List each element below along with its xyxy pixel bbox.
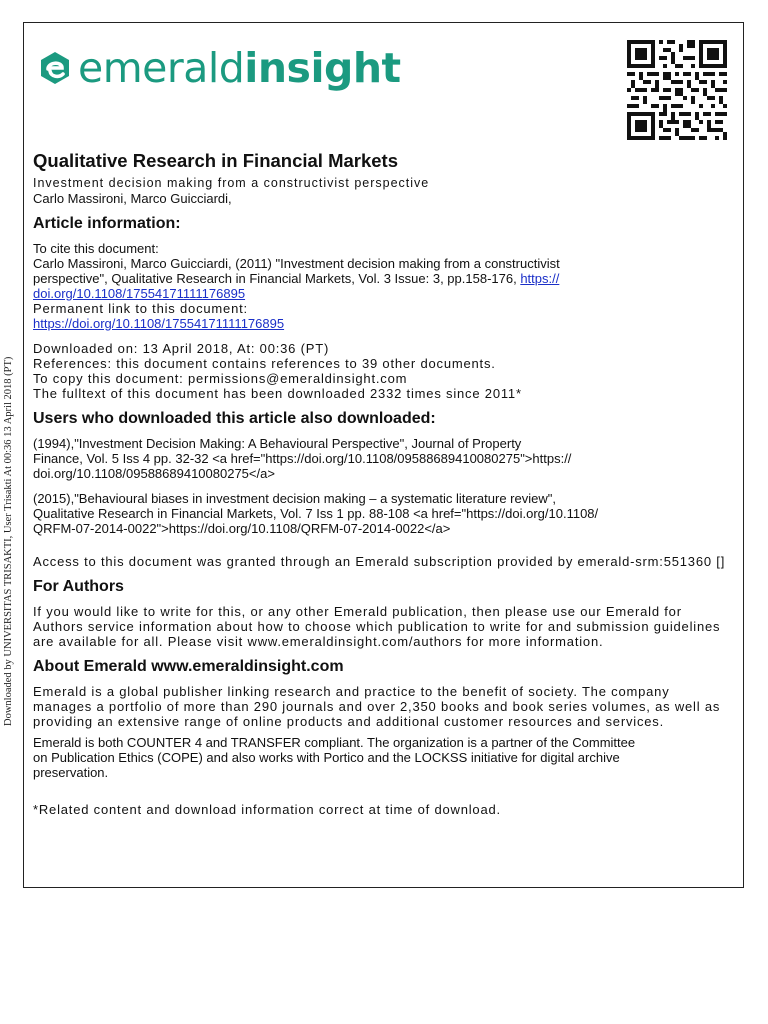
- item-2-line-1: (2015),"Behavioural biases in investment decision making – a systematic literature review",: [33, 491, 556, 506]
- item-1-line-2: Finance, Vol. 5 Iss 4 pp. 32-32 <a href="https://doi.org/10.1108/09588689410080275">https://: [33, 451, 572, 466]
- journal-title: Qualitative Research in Financial Markets: [33, 150, 399, 171]
- about-p1-line-1: Emerald is a global publisher linking research and practice to the benefit of society. The company: [33, 684, 670, 699]
- article-title: Investment decision making from a constructivist perspective: [33, 176, 430, 190]
- about-emerald-heading: About Emerald www.emeraldinsight.com: [33, 658, 344, 675]
- item-2-line-3: QRFM-07-2014-0022">https://doi.org/10.1108/QRFM-07-2014-0022</a>: [33, 521, 451, 536]
- logo-part-insight: insight: [244, 43, 401, 92]
- about-p2-line-3: preservation.: [33, 765, 109, 780]
- logo-wordmark: [78, 43, 401, 92]
- about-p1-line-2: manages a portfolio of more than 290 journals and over 2,350 books and book series volumes, as well as: [33, 699, 721, 714]
- item-2-line-2: Qualitative Research in Financial Markets, Vol. 7 Iss 1 pp. 88-108 <a href="https://doi.org/10.1108/: [33, 506, 599, 521]
- citation-doi-link-part-2[interactable]: doi.org/10.1108/17554171111176895: [33, 286, 246, 301]
- citation-line-1: Carlo Massironi, Marco Guicciardi, (2011) "Investment decision making from a constructivist: [33, 256, 560, 271]
- article-information-heading: Article information:: [33, 215, 181, 232]
- emerald-leaf-icon: [38, 50, 72, 86]
- item-1-line-1: (1994),"Investment Decision Making: A Behavioural Perspective", Journal of Property: [33, 436, 522, 451]
- downloaded-on: Downloaded on: 13 April 2018, At: 00:36 (PT): [33, 341, 330, 356]
- qr-code-icon: [627, 40, 727, 140]
- for-authors-line-1: If you would like to write for this, or any other Emerald publication, then please use our Emerald for: [33, 604, 682, 619]
- footnote: *Related content and download information correct at time of download.: [33, 802, 501, 817]
- citation-doi-link-part-1[interactable]: https://: [520, 271, 560, 286]
- about-p2-line-2: on Publication Ethics (COPE) and also works with Portico and the LOCKSS initiative for digital archive: [33, 750, 620, 765]
- for-authors-line-2: Authors service information about how to choose which publication to write for and submission guidelines: [33, 619, 721, 634]
- copy-permissions: To copy this document: permissions@emeraldinsight.com: [33, 371, 408, 386]
- citation-line-2: [33, 271, 738, 286]
- permanent-link-line: [33, 316, 738, 331]
- permanent-link-label: Permanent link to this document:: [33, 301, 248, 316]
- citation-line-2-text: perspective", Qualitative Research in Financial Markets, Vol. 3 Issue: 3, pp.158-176,: [33, 271, 521, 286]
- for-authors-line-3: are available for all. Please visit www.emeraldinsight.com/authors for more information.: [33, 634, 604, 649]
- logo-part-emerald: emerald: [78, 43, 245, 92]
- article-authors: Carlo Massironi, Marco Guicciardi,: [33, 191, 232, 206]
- emerald-insight-logo: [38, 42, 401, 94]
- citation-line-3: [33, 286, 738, 301]
- item-1-line-3: doi.org/10.1108/09588689410080275</a>: [33, 466, 275, 481]
- also-downloaded-heading: Users who downloaded this article also downloaded:: [33, 410, 436, 427]
- access-statement: Access to this document was granted through an Emerald subscription provided by emerald-srm:551360 []: [33, 554, 726, 569]
- document-content: [33, 150, 738, 817]
- also-downloaded-item-2: [33, 491, 738, 536]
- about-p2-line-1: Emerald is both COUNTER 4 and TRANSFER compliant. The organization is a partner of the Committee: [33, 735, 636, 750]
- also-downloaded-item-1: [33, 436, 738, 481]
- permanent-link[interactable]: https://doi.org/10.1108/17554171111176895: [33, 316, 285, 331]
- for-authors-heading: For Authors: [33, 578, 124, 595]
- fulltext-downloads: The fulltext of this document has been downloaded 2332 times since 2011*: [33, 386, 522, 401]
- download-side-note: Downloaded by UNIVERSITAS TRISAKTI, User Trisakti At 00:36 13 April 2018 (PT): [3, 356, 14, 726]
- cite-label: To cite this document:: [33, 241, 159, 256]
- about-p1-line-3: providing an extensive range of online products and additional customer resources and services.: [33, 714, 664, 729]
- references-count: References: this document contains references to 39 other documents.: [33, 356, 496, 371]
